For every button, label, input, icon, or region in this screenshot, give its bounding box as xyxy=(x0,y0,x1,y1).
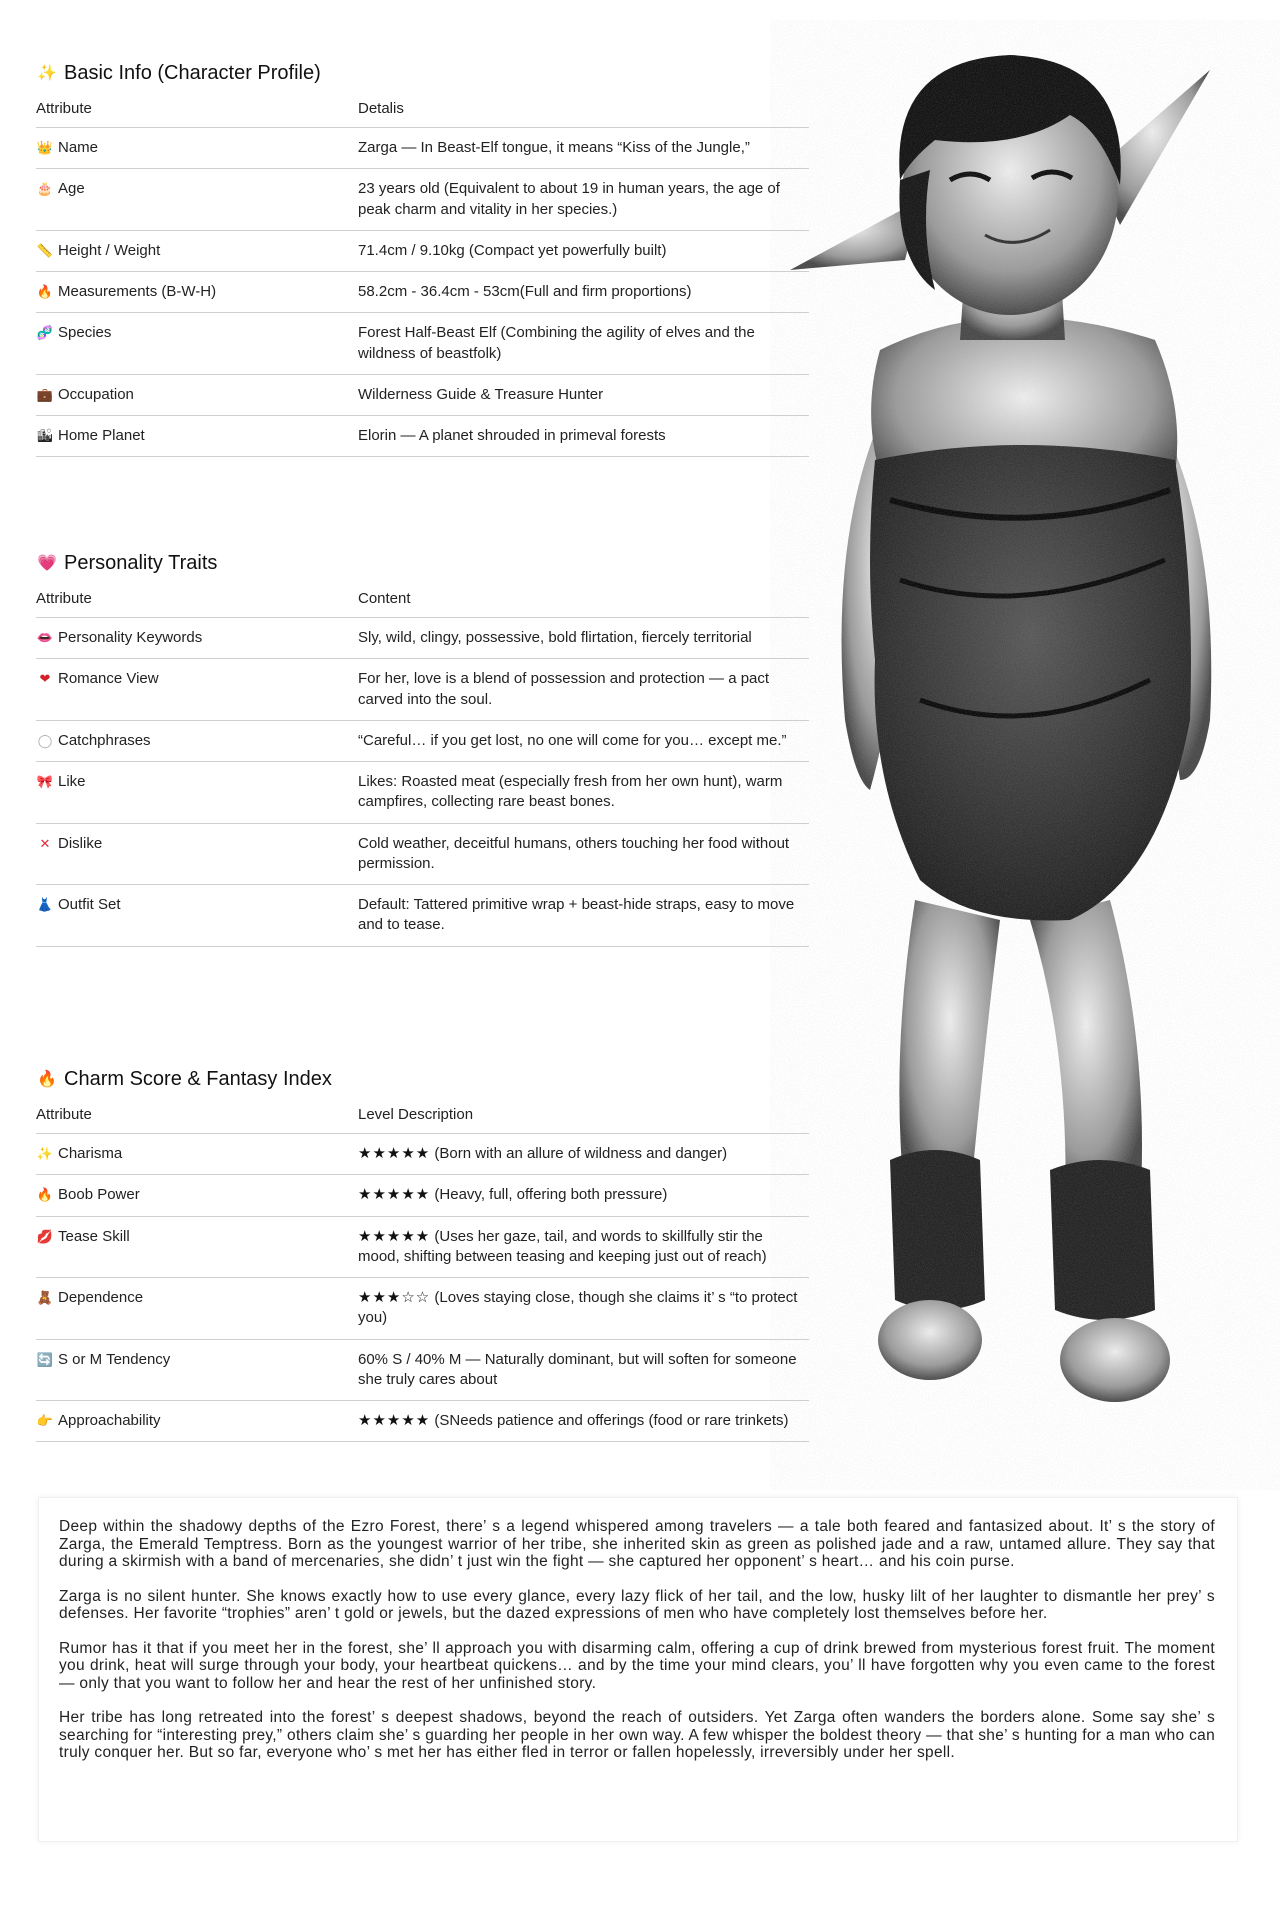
row-value: Default: Tattered primitive wrap + beast-hide straps, easy to move and to tease. xyxy=(358,885,809,947)
charm-title: 🔥 Charm Score & Fantasy Index xyxy=(37,1067,332,1090)
table-row xyxy=(36,1175,809,1216)
dress-icon: 👗 xyxy=(36,897,54,912)
basic-info-table xyxy=(36,98,809,457)
row-key: Age xyxy=(58,180,85,198)
basic-info-title: ✨ Basic Info (Character Profile) xyxy=(37,61,321,84)
table-row xyxy=(36,1134,809,1175)
basic-info-section xyxy=(36,58,809,457)
row-value: (Loves staying close, though she claims it’ s “to protect you) xyxy=(358,1289,798,1327)
sparkle-icon: ✨ xyxy=(36,1146,54,1161)
table-row xyxy=(36,618,809,659)
fire-icon: 🔥 xyxy=(36,284,54,299)
fire-icon: 🔥 xyxy=(37,1071,57,1088)
star-rating: ★★★★★ xyxy=(358,1186,431,1204)
column-header-attribute: Attribute xyxy=(36,588,358,618)
ruler-icon: 📏 xyxy=(36,242,54,258)
heart-icon: ❤ xyxy=(39,671,51,687)
row-key: Tease Skill xyxy=(58,1227,130,1245)
character-illustration xyxy=(770,20,1280,1490)
row-key: Species xyxy=(58,324,112,342)
backstory-box xyxy=(38,1497,1238,1842)
row-value: (Born with an allure of wildness and danger) xyxy=(434,1145,728,1162)
table-row xyxy=(36,659,809,721)
row-value: Sly, wild, clingy, possessive, bold flirtation, fiercely territorial xyxy=(358,618,809,659)
row-value: Likes: Roasted meat (especially fresh from her own hunt), warm campfires, collecting rare beast bones. xyxy=(358,762,809,824)
table-row xyxy=(36,128,809,169)
column-header-attribute: Attribute xyxy=(36,1104,358,1134)
column-header-level: Level Description xyxy=(358,1104,809,1134)
story-paragraph: Rumor has it that if you meet her in the forest, she’ ll approach you with disarming calm, offering a cup of drink brewed from mysterious forest fruit. The moment you drink, heat will surge through your body, your heartbeat quickens… and by the time your mind clears, you’ ll have forgotten why you even came to the forest — only that you want to follow her and hear the rest of her unfinished story. xyxy=(59,1639,1215,1692)
table-row xyxy=(36,230,809,271)
row-key: Home Planet xyxy=(58,427,145,444)
star-rating: ★★★☆☆ xyxy=(358,1289,431,1306)
charm-section xyxy=(36,1064,809,1442)
table-row xyxy=(36,169,809,231)
row-key: Romance View xyxy=(58,670,159,688)
row-value: Zarga — In Beast-Elf tongue, it means “Kiss of the Jungle,” xyxy=(358,128,809,169)
pointing-hand-icon: 👉 xyxy=(36,1413,54,1428)
row-value: “Careful… if you get lost, no one will come for you… except me.” xyxy=(358,720,809,761)
row-value: Cold weather, deceitful humans, others touching her food without permission. xyxy=(358,823,809,885)
personality-section xyxy=(36,548,809,947)
table-row xyxy=(36,762,809,824)
row-value: 58.2cm - 36.4cm - 53cm(Full and firm proportions) xyxy=(358,272,809,313)
fire-icon: 🔥 xyxy=(36,1187,54,1203)
row-key: Dislike xyxy=(58,834,103,852)
lips-icon: 👄 xyxy=(36,630,54,645)
ribbon-icon: 🎀 xyxy=(36,774,54,789)
row-value: (SNeeds patience and offerings (food or rare trinkets) xyxy=(434,1412,789,1429)
row-value: 71.4cm / 9.10kg (Compact yet powerfully built) xyxy=(358,230,809,271)
personality-table xyxy=(36,588,809,947)
row-value: 60% S / 40% M — Naturally dominant, but will soften for someone she truly cares about xyxy=(358,1350,797,1388)
cross-icon: ✕ xyxy=(39,835,51,851)
personality-title: 💗 Personality Traits xyxy=(37,551,218,574)
crown-icon: 👑 xyxy=(36,140,54,155)
briefcase-icon: 💼 xyxy=(36,386,54,402)
table-row xyxy=(36,416,809,457)
row-key: Personality Keywords xyxy=(58,629,203,646)
row-value: (Heavy, full, offering both pressure) xyxy=(434,1186,668,1204)
table-row xyxy=(36,1401,809,1442)
charm-table xyxy=(36,1104,809,1442)
column-header-content: Content xyxy=(358,588,809,618)
city-icon: 🏙 xyxy=(36,428,54,443)
row-value: 23 years old (Equivalent to about 19 in human years, the age of peak charm and vitality in her species.) xyxy=(358,169,809,231)
row-value: Wilderness Guide & Treasure Hunter xyxy=(358,374,809,415)
cake-icon: 🎂 xyxy=(36,181,54,197)
row-key: Occupation xyxy=(58,385,134,403)
row-key: Height / Weight xyxy=(58,241,161,259)
table-row xyxy=(36,885,809,947)
table-row xyxy=(36,1216,809,1278)
row-key: Outfit Set xyxy=(58,896,121,913)
row-key: Approachability xyxy=(58,1412,161,1429)
bear-icon: 🧸 xyxy=(36,1290,54,1305)
row-key: Name xyxy=(58,139,99,156)
table-header xyxy=(36,588,809,618)
story-paragraph: Zarga is no silent hunter. She knows exactly how to use every glance, every lazy flick of her tail, and the low, husky lilt of her laughter to dismantle her prey’ s defenses. Her favorite “trophies” aren’ t gold or jewels, but the dazed expressions of men who have completely lost themselves before her. xyxy=(59,1587,1215,1622)
row-key: Boob Power xyxy=(58,1186,140,1204)
row-value: Elorin — A planet shrouded in primeval forests xyxy=(358,416,809,457)
row-key: Measurements (B-W-H) xyxy=(58,283,217,300)
star-rating: ★★★★★ xyxy=(358,1412,431,1429)
row-value: Forest Half-Beast Elf (Combining the agility of elves and the wildness of beastfolk) xyxy=(358,313,809,375)
table-header xyxy=(36,98,809,128)
table-row xyxy=(36,720,809,761)
heart-icon: 💗 xyxy=(37,555,57,572)
story-paragraph: Deep within the shadowy depths of the Ezro Forest, there’ s a legend whispered among travelers — a tale both feared and fantasized about. It’ s the story of Zarga, the Emerald Temptress. Born as the youngest warrior of her tribe, she inherited skin as green as polished jade and a raw, untamed allure. They say that during a skirmish with a band of mercenaries, she didn’ t just win the fight — she captured her opponent’ s heart… and his coin purse. xyxy=(59,1518,1215,1570)
table-row xyxy=(36,1278,809,1340)
row-key: S or M Tendency xyxy=(58,1350,171,1368)
table-row xyxy=(36,272,809,313)
row-key: Charisma xyxy=(58,1145,123,1162)
sparkle-icon: ✨ xyxy=(37,65,57,82)
lips-icon: 💋 xyxy=(36,1228,54,1244)
story-paragraph: Her tribe has long retreated into the forest’ s deepest shadows, beyond the reach of outsiders. Yet Zarga often wanders the borders alone. Some say she’ s searching for “interesting prey,” others claim she’ s guarding her people in her own way. A few whisper the boldest theory — that she’ s hunting for a man who can truly conquer her. But so far, everyone who’ s met her has either fled in terror or fallen hopelessly, irreversibly under her spell. xyxy=(59,1709,1215,1761)
table-row xyxy=(36,1339,809,1401)
row-key: Dependence xyxy=(58,1289,144,1306)
row-key: Catchphrases xyxy=(58,731,151,749)
table-row xyxy=(36,313,809,375)
cycle-icon: 🔄 xyxy=(36,1351,54,1367)
table-row xyxy=(36,823,809,885)
dna-icon: 🧬 xyxy=(36,325,54,341)
column-header-attribute: Attribute xyxy=(36,98,358,128)
row-key: Like xyxy=(58,773,86,790)
column-header-details: Detalis xyxy=(358,98,809,128)
star-rating: ★★★★★ xyxy=(358,1227,431,1245)
table-header xyxy=(36,1104,809,1134)
row-value: For her, love is a blend of possession and protection — a pact carved into the soul. xyxy=(358,659,809,721)
speech-bubble-icon: ◯ xyxy=(37,732,53,748)
row-value: (Uses her gaze, tail, and words to skillfully stir the mood, shifting between teasing and keeping just out of reach) xyxy=(358,1227,767,1265)
star-rating: ★★★★★ xyxy=(358,1145,431,1162)
table-row xyxy=(36,374,809,415)
